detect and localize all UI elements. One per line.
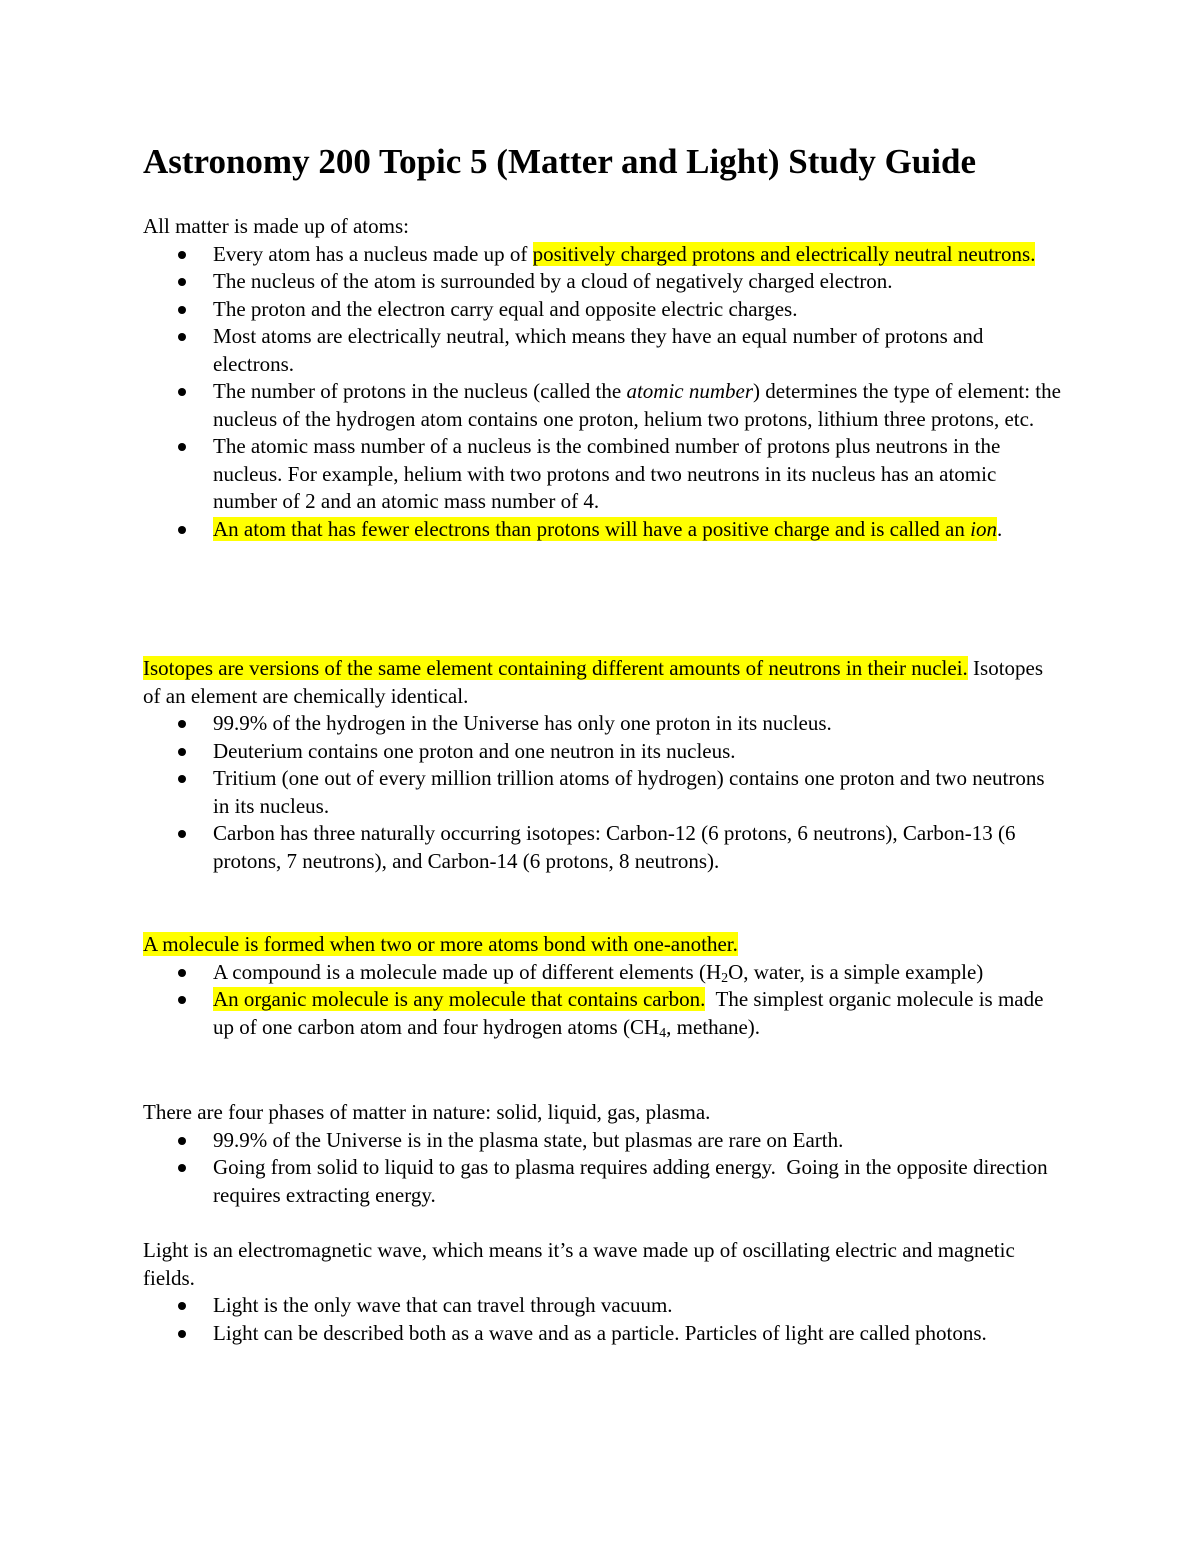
list-item: Deuterium contains one proton and one neutron in its nucleus. (143, 738, 1063, 766)
list-item (143, 378, 1063, 433)
list-item: Carbon has three naturally occurring isotopes: Carbon-12 (6 protons, 6 neutrons), Carbon-13 (6 protons, 7 neutrons), and Carbon-14 (6 protons, 8 neutrons). (143, 820, 1063, 875)
list-item (143, 516, 1063, 544)
phases-section (143, 1099, 1063, 1209)
item-text: The number of protons in the nucleus (called the (213, 379, 627, 403)
item-text: The simplest organic molecule is made up of one carbon atom and four hydrogen atoms (CH (213, 987, 1049, 1039)
list-item: 99.9% of the Universe is in the plasma state, but plasmas are rare on Earth. (143, 1127, 1063, 1155)
item-text: , methane). (666, 1014, 761, 1039)
isotopes-list (143, 710, 1063, 875)
list-item (143, 241, 1063, 269)
page-title: Astronomy 200 Topic 5 (Matter and Light) Study Guide (143, 142, 976, 181)
item-text: A compound is a molecule made up of different elements (H (213, 959, 722, 984)
molecules-list (143, 959, 1063, 1042)
isotopes-section (143, 655, 1063, 875)
highlighted-text: An organic molecule is any molecule that contains carbon. (213, 987, 706, 1011)
lead-text: Isotopes of an element are chemically identical. (143, 656, 1044, 708)
highlighted-text: Isotopes are versions of the same element containing different amounts of neutrons in their nuclei. (143, 656, 968, 680)
item-text: ) determines the type of element: the nucleus of the hydrogen atom contains one proton, helium two protons, lithium three protons, etc. (213, 379, 1061, 431)
highlighted-text: positively charged protons and electrically neutral neutrons. (532, 241, 1036, 266)
emphasis-term: ion (970, 516, 997, 541)
highlighted-text: An atom that has fewer electrons than protons will have a positive charge and is called an (213, 516, 971, 541)
list-item: The atomic mass number of a nucleus is the combined number of protons plus neutrons in the nucleus. For example, helium with two protons and two neutrons in its nucleus has an atomic number of 2 and an atomic mass number of 4. (143, 433, 1063, 516)
list-item: The proton and the electron carry equal and opposite electric charges. (143, 296, 1063, 324)
highlighted-text: A molecule is formed when two or more atoms bond with one-another. (143, 932, 738, 956)
list-item: Light can be described both as a wave and as a particle. Particles of light are called photons. (143, 1320, 1063, 1348)
list-item (143, 959, 1063, 987)
list-item (143, 986, 1063, 1041)
phases-list (143, 1127, 1063, 1210)
light-section (143, 1237, 1063, 1347)
list-item: Tritium (one out of every million trillion atoms of hydrogen) contains one proton and two neutrons in its nucleus. (143, 765, 1063, 820)
phases-lead: There are four phases of matter in nature: solid, liquid, gas, plasma. (143, 1100, 711, 1124)
list-item: The nucleus of the atom is surrounded by a cloud of negatively charged electron. (143, 268, 1063, 296)
item-text: . (996, 516, 1003, 541)
item-text: Every atom has a nucleus made up of (213, 241, 533, 266)
item-text: O, water, is a simple example) (728, 959, 984, 984)
light-lead: Light is an electromagnetic wave, which means it’s a wave made up of oscillating electric and magnetic fields. (143, 1238, 1015, 1290)
molecules-lead (143, 931, 1063, 959)
list-item: Most atoms are electrically neutral, which means they have an equal number of protons and electrons. (143, 323, 1063, 378)
list-item: Going from solid to liquid to gas to plasma requires adding energy. Going in the opposite direction requires extracting energy. (143, 1154, 1063, 1209)
atoms-lead: All matter is made up of atoms: (143, 214, 409, 238)
list-item: Light is the only wave that can travel through vacuum. (143, 1292, 1063, 1320)
emphasis-term: atomic number (626, 379, 754, 403)
atoms-section (143, 213, 1063, 543)
subscript: 4 (659, 1025, 667, 1041)
light-list (143, 1292, 1063, 1347)
atoms-list (143, 241, 1063, 544)
subscript: 2 (721, 970, 729, 986)
isotopes-lead (143, 655, 1063, 710)
molecules-section (143, 931, 1063, 1041)
list-item: 99.9% of the hydrogen in the Universe has only one proton in its nucleus. (143, 710, 1063, 738)
